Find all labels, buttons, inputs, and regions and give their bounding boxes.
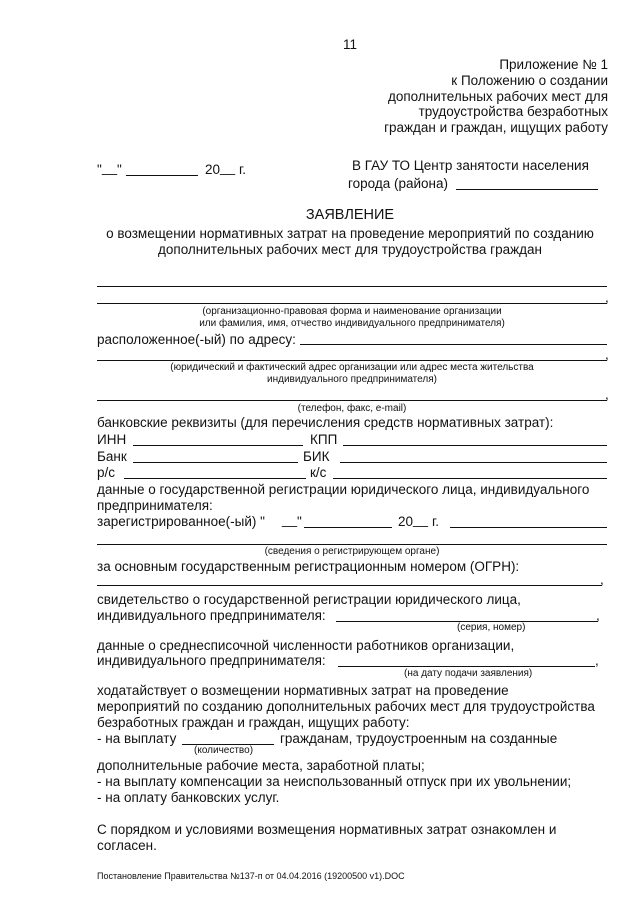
hint-series: (серия, номер) xyxy=(457,622,526,633)
appendix-line-1: Приложение № 1 xyxy=(499,57,608,72)
state-reg-line-2: предпринимателя: xyxy=(97,498,213,513)
reg-year-prefix: 20 xyxy=(398,514,414,529)
bank-field[interactable] xyxy=(133,462,298,463)
hint-addr-1: (юридический и фактический адрес организации или адрес места жительства xyxy=(170,362,534,373)
hint-org-1: (организационно-правовая форма и наименование организации xyxy=(202,306,502,317)
reg-organ-field[interactable] xyxy=(97,544,607,545)
appendix-line-3: дополнительных рабочих мест для xyxy=(387,89,608,104)
comma: , xyxy=(605,347,609,362)
ogrn-label: за основным государственным регистрационным номером (ОГРН): xyxy=(97,559,520,574)
hint-addr-2: индивидуального предпринимателя) xyxy=(267,374,437,385)
footer-doc-ref: Постановление Правительства №137-п от 04.04.2016 (19200500 v1).DOC xyxy=(97,871,405,881)
comma: , xyxy=(596,608,600,623)
pay-1-label: - на выплату xyxy=(97,731,177,746)
inn-label: ИНН xyxy=(97,432,127,447)
quote-close: " xyxy=(117,162,122,177)
quote-open: " xyxy=(97,162,102,177)
hint-org-2: или фамилия, имя, отчество индивидуального предпринимателя) xyxy=(199,318,505,329)
subtitle-line-1: о возмещении нормативных затрат на проведение мероприятий по созданию xyxy=(106,226,594,241)
cert-line-2: индивидуального предпринимателя: xyxy=(97,608,326,623)
comma: , xyxy=(605,387,609,402)
year-blank: __ xyxy=(220,160,236,175)
comma: , xyxy=(600,572,604,587)
comma: , xyxy=(595,653,599,668)
pay-3: - на оплату банковских услуг. xyxy=(97,790,280,805)
month-field[interactable] xyxy=(126,175,198,176)
appendix-line-5: граждан и граждан, ищущих работу xyxy=(384,120,608,135)
hint-reg-organ: (сведения о регистрирующем органе) xyxy=(264,546,440,557)
phone-field[interactable] xyxy=(97,400,607,401)
reg-year-blank: __ xyxy=(413,512,429,527)
reg-year-suffix: г. xyxy=(432,514,440,529)
comma: , xyxy=(605,290,609,305)
org-name-field-1[interactable] xyxy=(97,286,607,287)
hint-qty: (количество) xyxy=(194,745,254,756)
kpp-label: КПП xyxy=(310,432,338,447)
cert-line-1: свидетельство о государственной регистрации юридического лица, xyxy=(97,592,521,607)
address-field-2[interactable] xyxy=(97,360,607,361)
rs-field[interactable] xyxy=(124,478,306,479)
registered-label: зарегистрированное(-ый) " xyxy=(97,514,265,529)
org-name-field-2[interactable] xyxy=(97,303,607,304)
reg-day-blank: __ xyxy=(282,512,298,527)
hint-date-filed: (на дату подачи заявления) xyxy=(404,668,533,679)
staff-field[interactable] xyxy=(338,666,595,667)
bik-label: БИК xyxy=(303,449,330,464)
day-blank: __ xyxy=(102,160,118,175)
document-title: ЗАЯВЛЕНИЕ xyxy=(305,207,395,223)
petition-line-1: ходатайствует о возмещении нормативных затрат на проведение xyxy=(97,683,509,698)
appendix-line-2: к Положению о создании xyxy=(451,73,608,88)
located-label: расположенное(-ый) по адресу: xyxy=(97,332,296,347)
pay-1-text: гражданам, трудоустроенным на созданные xyxy=(280,731,558,746)
city-field[interactable] xyxy=(456,189,598,190)
petition-line-3: безработных граждан и граждан, ищущих работу: xyxy=(97,715,410,730)
pay-1-cont: дополнительные рабочие места, заработной платы; xyxy=(97,758,425,773)
reg-extra-field[interactable] xyxy=(450,527,607,528)
reg-month-field[interactable] xyxy=(304,527,392,528)
subtitle-line-2: дополнительных рабочих мест для трудоустройства граждан xyxy=(158,242,542,257)
agreement-line-2: согласен. xyxy=(97,838,157,853)
pay-2: - на выплату компенсации за неиспользованный отпуск при их увольнении; xyxy=(97,774,572,789)
kpp-field[interactable] xyxy=(343,445,607,446)
bik-field[interactable] xyxy=(340,462,607,463)
ks-label: к/с xyxy=(310,465,327,480)
staff-line-1: данные о среднесписочной численности работников организации, xyxy=(97,638,515,653)
year-suffix: г. xyxy=(239,162,247,177)
addressee-line-2: города (района) xyxy=(348,176,449,191)
ogrn-field[interactable] xyxy=(97,585,602,586)
reg-quote-close: " xyxy=(297,514,302,529)
state-reg-line-1: данные о государственной регистрации юридического лица, индивидуального xyxy=(97,482,590,497)
bank-label: Банк xyxy=(97,449,127,464)
addressee-line-1: В ГАУ ТО Центр занятости населения xyxy=(352,158,589,173)
year-prefix: 20 xyxy=(205,162,221,177)
appendix-line-4: трудоустройства безработных xyxy=(418,104,608,119)
page-number: 11 xyxy=(343,37,358,52)
bank-details-label: банковские реквизиты (для перечисления средств нормативных затрат): xyxy=(97,415,554,430)
ks-field[interactable] xyxy=(333,478,607,479)
inn-field[interactable] xyxy=(133,445,303,446)
staff-line-2: индивидуального предпринимателя: xyxy=(97,653,326,668)
address-field-1[interactable] xyxy=(300,344,607,345)
agreement-line-1: С порядком и условиями возмещения нормативных затрат ознакомлен и xyxy=(97,822,557,837)
hint-phone: (телефон, факс, e-mail) xyxy=(297,403,407,414)
rs-label: р/с xyxy=(97,465,116,480)
petition-line-2: мероприятий по созданию дополнительных рабочих мест для трудоустройства xyxy=(97,699,595,714)
